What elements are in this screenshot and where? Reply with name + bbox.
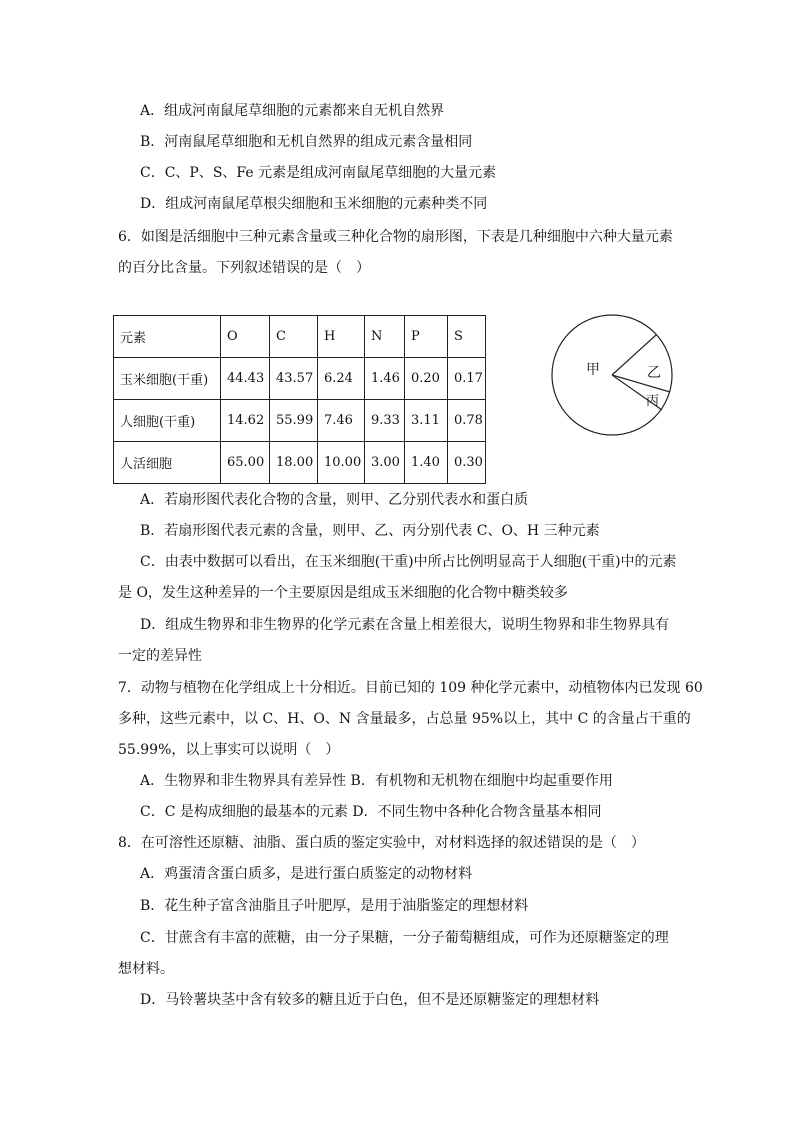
- table-header-cell: C: [270, 316, 318, 358]
- table-cell: 0.30: [448, 442, 486, 484]
- table-header-cell: S: [448, 316, 486, 358]
- table-cell: 43.57: [270, 358, 318, 400]
- table-cell: 14.62: [221, 400, 270, 442]
- pie-divider-line: [612, 375, 670, 392]
- table-cell: 18.00: [270, 442, 318, 484]
- q6-option-a: A．若扇形图代表化合物的含量，则甲、乙分别代表水和蛋白质: [140, 492, 529, 508]
- table-header-row: [114, 316, 486, 358]
- table-header-cell: N: [365, 316, 405, 358]
- q7-option-ab: A．生物界和非生物界具有差异性 B．有机物和无机物在细胞中均起重要作用: [140, 773, 613, 789]
- table-cell: 65.00: [221, 442, 270, 484]
- q6-option-d: D．组成生物界和非生物界的化学元素在含量上相差很大，说明生物界和非生物界具有: [140, 617, 670, 633]
- q7-stem-line-3: 55.99%，以上事实可以说明（ ）: [118, 742, 340, 758]
- q8-stem: 8．在可溶性还原糖、油脂、蛋白质的鉴定实验中，对材料选择的叙述错误的是（ ）: [118, 835, 645, 851]
- table-cell: 0.17: [448, 358, 486, 400]
- q6-option-c-cont: 是 O，发生这种差异的一个主要原因是组成玉米细胞的化合物中糖类较多: [118, 585, 568, 601]
- table-row: [114, 442, 486, 484]
- element-content-table: [113, 315, 486, 484]
- table-cell: 9.33: [365, 400, 405, 442]
- table-cell: 55.99: [270, 400, 318, 442]
- table-row: [114, 358, 486, 400]
- q8-option-c: C．甘蔗含有丰富的蔗糖，由一分子果糖，一分子葡萄糖组成，可作为还原糖鉴定的理: [140, 930, 669, 946]
- q6-option-c: C．由表中数据可以看出，在玉米细胞(干重)中所占比例明显高于人细胞(干重)中的元素: [140, 554, 677, 570]
- pie-label-yi: 乙: [647, 365, 661, 381]
- table-cell: 1.46: [365, 358, 405, 400]
- sector-pie-diagram: [550, 312, 675, 437]
- table-cell: 10.00: [318, 442, 365, 484]
- q8-option-a: A．鸡蛋清含蛋白质多，是进行蛋白质鉴定的动物材料: [140, 866, 473, 882]
- q8-option-d: D．马铃薯块茎中含有较多的糖且近于白色，但不是还原糖鉴定的理想材料: [140, 992, 600, 1008]
- pie-label-bing: 丙: [646, 394, 660, 409]
- table-cell: 0.20: [405, 358, 448, 400]
- table-cell: 44.43: [221, 358, 270, 400]
- table-header-cell: O: [221, 316, 270, 358]
- q5-option-d: D．组成河南鼠尾草根尖细胞和玉米细胞的元素种类不同: [140, 196, 488, 212]
- table-cell: 7.46: [318, 400, 365, 442]
- q6-stem-line-1: 6．如图是活细胞中三种元素含量或三种化合物的扇形图，下表是几种细胞中六种大量元素: [118, 229, 673, 245]
- q8-option-b: B．花生种子富含油脂且子叶肥厚，是用于油脂鉴定的理想材料: [140, 898, 529, 914]
- q5-option-a: A．组成河南鼠尾草细胞的元素都来自无机自然界: [140, 103, 445, 119]
- table-cell: 6.24: [318, 358, 365, 400]
- q7-option-cd: C．C 是构成细胞的最基本的元素 D．不同生物中各种化合物含量基本相同: [140, 804, 602, 820]
- table-cell: 玉米细胞(干重): [114, 358, 221, 400]
- table-cell: 3.11: [405, 400, 448, 442]
- table-header-cell: H: [318, 316, 365, 358]
- pie-label-jia: 甲: [586, 362, 600, 378]
- q5-option-b: B．河南鼠尾草细胞和无机自然界的组成元素含量相同: [140, 134, 473, 150]
- table-cell: 人细胞(干重): [114, 400, 221, 442]
- q8-option-c-cont: 想材料。: [118, 961, 174, 977]
- q5-option-c: C．C、P、S、Fe 元素是组成河南鼠尾草细胞的大量元素: [140, 165, 497, 181]
- q6-option-b: B．若扇形图代表元素的含量，则甲、乙、丙分别代表 C、O、H 三种元素: [140, 523, 600, 539]
- table-header-cell: 元素: [114, 316, 221, 358]
- table-cell: 人活细胞: [114, 442, 221, 484]
- q6-stem-line-2: 的百分比含量。下列叙述错误的是（ ）: [118, 260, 370, 276]
- table-cell: 0.78: [448, 400, 486, 442]
- table-header-cell: P: [405, 316, 448, 358]
- table-row: [114, 400, 486, 442]
- q7-stem-line-2: 多种，这些元素中，以 C、H、O、N 含量最多，占总量 95%以上，其中 C 的含量占干重的: [118, 711, 691, 727]
- q7-stem-line-1: 7．动物与植物在化学组成上十分相近。目前已知的 109 种化学元素中，动植物体内已发现 60: [118, 680, 703, 696]
- table-cell: 1.40: [405, 442, 448, 484]
- q6-option-d-cont: 一定的差异性: [118, 648, 202, 664]
- table-cell: 3.00: [365, 442, 405, 484]
